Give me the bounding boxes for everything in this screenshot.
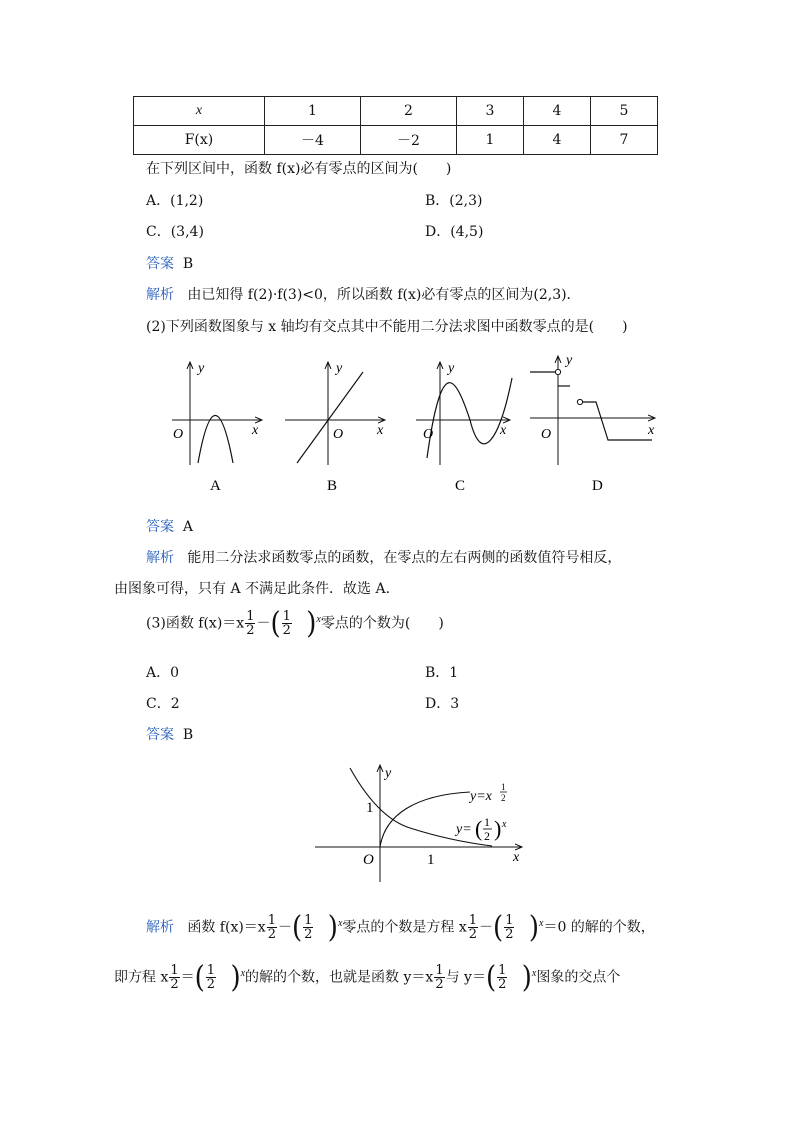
- paren-close: ): [494, 816, 502, 841]
- graph-a: [172, 361, 262, 494]
- axis-label-y: y: [198, 361, 205, 376]
- line: [583, 402, 652, 440]
- fraction: $\frac{1}{2}$: [267, 913, 276, 942]
- q2-analysis-line2: 由图象可得，只有 A 不满足此条件．故选 A.: [114, 581, 391, 597]
- origin-label: O: [541, 427, 552, 442]
- table-cell: 4: [524, 97, 591, 126]
- analysis-text: 与 y＝: [445, 969, 486, 986]
- analysis-text: 由已知得 f(2)·f(3)<0，所以函数 f(x)必有零点的区间为(2,3)．: [187, 287, 581, 303]
- graph-label-a: A: [210, 478, 221, 494]
- frac-num: 1: [484, 815, 490, 829]
- graph-c: [416, 361, 512, 494]
- axis-label-y: y: [385, 766, 392, 781]
- table-cell: 1: [457, 126, 524, 155]
- paren-open: (: [475, 816, 483, 841]
- table-cell: 1: [265, 97, 361, 126]
- q2-prompt: (2)下列函数图象与 x 轴均有交点其中不能用二分法求图中函数零点的是( ): [146, 319, 628, 335]
- graph-b: [285, 361, 385, 494]
- axis-label-x: x: [252, 423, 259, 438]
- analysis-label: 解析: [146, 287, 174, 303]
- table-row: [134, 126, 658, 155]
- table-cell: 7: [591, 126, 658, 155]
- exp-num: 1: [501, 782, 506, 792]
- axis-label-y: y: [448, 361, 455, 376]
- analysis-text: 函数 f(x)＝x: [187, 919, 266, 936]
- fraction: $\frac{1}{2}$: [505, 913, 514, 942]
- fraction: $\frac{1}{2}$: [468, 913, 478, 942]
- table-cell: x: [134, 97, 265, 126]
- q3-graph: [310, 760, 530, 890]
- table-cell: －2: [361, 126, 457, 155]
- q1-option-b: B．(2,3): [425, 193, 483, 209]
- q3-prompt: (3)函数 f(x)＝x $\frac{1}{2}$ －( $\frac{1}{2}$ )$^x$零点的个数为( ): [146, 606, 444, 641]
- table-cell: 4: [524, 126, 591, 155]
- curve-label-sqrt: y=x: [470, 789, 492, 804]
- graph-d: [530, 353, 655, 494]
- q1-analysis-row: [146, 284, 581, 304]
- axis-label-x: x: [377, 423, 384, 438]
- q3-analysis-line2: 即方程 x $\frac{1}{2}$ ＝( $\frac{1}{2}$ )$^x$的解的个数，也就是函数 y＝x $\frac{1}{2}$ 与 y＝( $\frac{1}{2}$ )$^x$图象的交点个: [114, 960, 621, 995]
- q1-prompt: 在下列区间中，函数 f(x)必有零点的区间为( ): [146, 161, 452, 177]
- axis-label-x: x: [648, 423, 655, 438]
- curve-label-exp: y=: [456, 822, 472, 837]
- open-point: [555, 369, 560, 374]
- origin-label: O: [423, 427, 434, 442]
- q3-answer-row: [146, 724, 193, 744]
- graph-label-c: C: [455, 478, 466, 494]
- answer-label: 答案: [146, 727, 174, 743]
- q2-analysis-row: [146, 547, 621, 567]
- graph-label-b: B: [327, 478, 338, 494]
- axis-label-y: y: [566, 353, 573, 368]
- q1-option-d: D．(4,5): [425, 224, 484, 240]
- origin-label: O: [363, 852, 374, 868]
- answer-label: 答案: [146, 519, 174, 535]
- q1-option-a: A．(1,2): [146, 193, 204, 209]
- table-cell: 2: [361, 97, 457, 126]
- table-cell: 5: [591, 97, 658, 126]
- fraction: $\frac{1}{2}$: [282, 609, 291, 638]
- table-cell: F(x): [134, 126, 265, 155]
- analysis-label: 解析: [146, 919, 174, 936]
- q1-answer-row: [146, 253, 193, 273]
- fraction: $\frac{1}{2}$: [170, 963, 179, 992]
- answer-label: 答案: [146, 256, 174, 272]
- q3-option-c: C．2: [146, 696, 180, 712]
- fraction: $\frac{1}{2}$: [498, 963, 507, 992]
- q2-answer-row: [146, 516, 193, 536]
- open-point: [577, 399, 582, 404]
- analysis-label: 解析: [146, 550, 174, 566]
- analysis-text: 即方程 x: [114, 969, 169, 986]
- answer-value: B: [182, 727, 194, 743]
- q3-option-a: A．0: [146, 665, 180, 681]
- answer-value: B: [182, 256, 194, 272]
- exp-x: x: [502, 819, 507, 830]
- prompt-text: 零点的个数为( ): [320, 615, 444, 632]
- answer-value: A: [182, 519, 194, 535]
- axis-label-x: x: [500, 423, 507, 438]
- table-cell: －4: [265, 126, 361, 155]
- fraction: $\frac{1}{2}$: [435, 963, 444, 992]
- q1-option-c: C．(3,4): [146, 224, 204, 240]
- origin-label: O: [333, 427, 344, 442]
- fraction: $\frac{1}{2}$: [206, 963, 216, 992]
- curve: [198, 416, 233, 464]
- frac-den: 2: [484, 829, 490, 843]
- q2-graphs: [160, 350, 680, 500]
- origin-label: O: [173, 427, 184, 442]
- q3-analysis-line1: 解析 函数 f(x)＝x $\frac{1}{2}$ －( $\frac{1}{2}$ )$^x$零点的个数是方程 x $\frac{1}{2}$ －( $\frac{1}{2}$ )$^x$＝0 的解的个数，: [146, 910, 655, 945]
- analysis-text: 图象的交点个: [536, 969, 621, 986]
- analysis-text: ＝0 的解的个数，: [543, 919, 655, 936]
- prompt-text: (3)函数 f(x)＝x: [146, 615, 245, 632]
- fraction: $\frac{1}{2}$: [304, 913, 313, 942]
- fraction: $\frac{1}{2}$: [246, 609, 255, 638]
- exp-den: 2: [501, 793, 506, 803]
- analysis-text: 零点的个数是方程 x: [342, 919, 467, 936]
- q3-option-b: B．1: [425, 665, 459, 681]
- table-row: [134, 97, 658, 126]
- tick-label-x: 1: [427, 852, 435, 868]
- line: [297, 372, 363, 463]
- analysis-text: 能用二分法求函数零点的函数，在零点的左右两侧的函数值符号相反，: [187, 550, 622, 566]
- curve-sqrt: [380, 792, 470, 847]
- analysis-text: 的解的个数，也就是函数 y＝x: [245, 969, 434, 986]
- axis-label-y: y: [336, 361, 343, 376]
- axis-label-x: x: [513, 850, 520, 865]
- values-table: [133, 96, 658, 155]
- graph-label-d: D: [592, 478, 603, 494]
- q3-option-d: D．3: [425, 696, 460, 712]
- tick-label-y: 1: [366, 800, 374, 816]
- table-cell: 3: [457, 97, 524, 126]
